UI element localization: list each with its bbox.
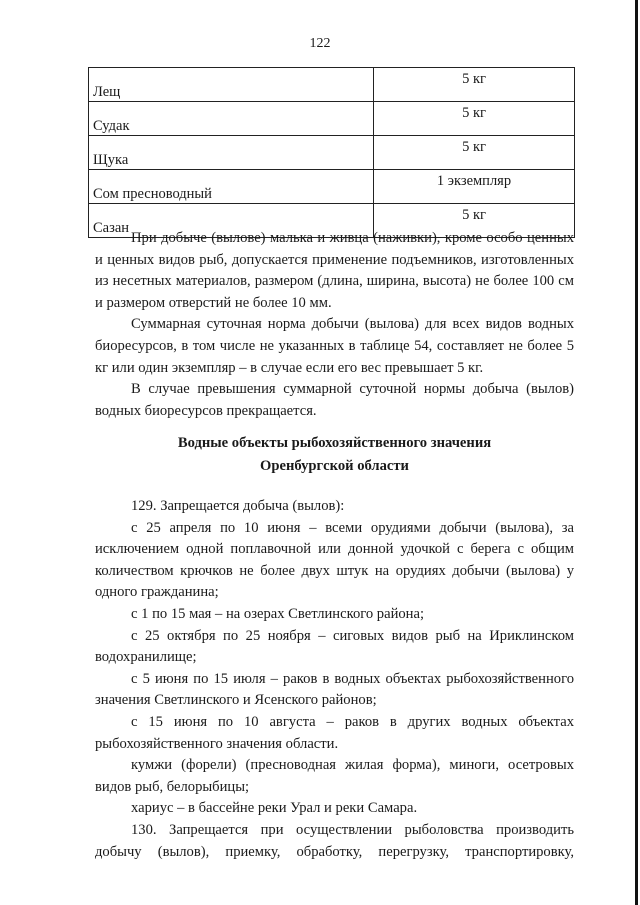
page-edge-border xyxy=(635,0,638,905)
paragraph: 130. Запрещается при осуществлении рыболовства производить добычу (вылов), приемку, обработку, перегрузку, транспортировку, xyxy=(95,821,574,860)
fish-name-cell: Лещ xyxy=(89,68,374,102)
paragraph: с 25 октября по 25 ноября – сиговых видов рыб на Ириклинском водохранилище; xyxy=(95,627,574,666)
limit-value-cell: 5 кг xyxy=(374,136,575,170)
heading-line: Водные объекты рыбохозяйственного значения xyxy=(177,435,492,451)
table-row xyxy=(89,68,575,102)
paragraph: с 1 по 15 мая – на озерах Светлинского района; xyxy=(131,605,425,622)
paragraph: с 5 июня по 15 июля – раков в водных объектах рыбохозяйственного значения Светлинского и Ясенского районов; xyxy=(95,670,574,709)
paragraph: При добыче (вылове) малька и живца (наживки), кроме особо ценных и ценных видов рыб, допускается применение подъемников, изготовленных из несетных материалов, размером (длина, ширина, высота) не более 100 см и размером отверстий не более 10 мм. xyxy=(95,230,574,311)
table-row xyxy=(89,136,575,170)
limit-value-cell: 5 кг xyxy=(374,68,575,102)
fish-name-cell: Судак xyxy=(89,102,374,136)
paragraph: Суммарная суточная норма добычи (вылова) для всех видов водных биоресурсов, в том числе не указанных в таблице 54, составляет не более 5 кг или один экземпляр – в случае если его вес превышает 5 кг. xyxy=(95,316,574,376)
catch-limits-table xyxy=(88,67,575,238)
paragraph: 129. Запрещается добыча (вылов): xyxy=(131,498,345,514)
section-heading xyxy=(95,432,574,478)
heading-line: Оренбургской области xyxy=(260,458,409,474)
table-row xyxy=(89,102,575,136)
paragraph: хариус – в бассейне реки Урал и реки Самара. xyxy=(131,800,418,817)
paragraph: кумжи (форели) (пресноводная жилая форма), миноги, осетровых видов рыб, белорыбицы; xyxy=(95,757,574,795)
page-number: 122 xyxy=(309,36,331,51)
body-text-bottom xyxy=(95,496,574,863)
table-row xyxy=(89,170,575,204)
paragraph: В случае превышения суммарной суточной нормы добыча (вылов) водных биоресурсов прекращается. xyxy=(95,381,574,419)
limit-value-cell: 1 экземпляр xyxy=(374,170,575,204)
body-text-top xyxy=(95,228,574,422)
limit-value-cell: 5 кг xyxy=(374,204,575,238)
fish-name-cell: Сазан xyxy=(89,204,374,238)
fish-name-cell: Сом пресноводный xyxy=(89,170,374,204)
limit-value-cell: 5 кг xyxy=(374,102,575,136)
paragraph: с 15 июня по 10 августа – раков в других водных объектах рыбохозяйственного значения области. xyxy=(95,713,574,752)
paragraph: с 25 апреля по 10 июня – всеми орудиями добычи (вылова), за исключением одной поплавочной или донной удочкой с берега с общим количеством крючков не более двух штук на орудиях добычи (вылова) у одного гражданина; xyxy=(95,519,574,601)
fish-name-cell: Щука xyxy=(89,136,374,170)
